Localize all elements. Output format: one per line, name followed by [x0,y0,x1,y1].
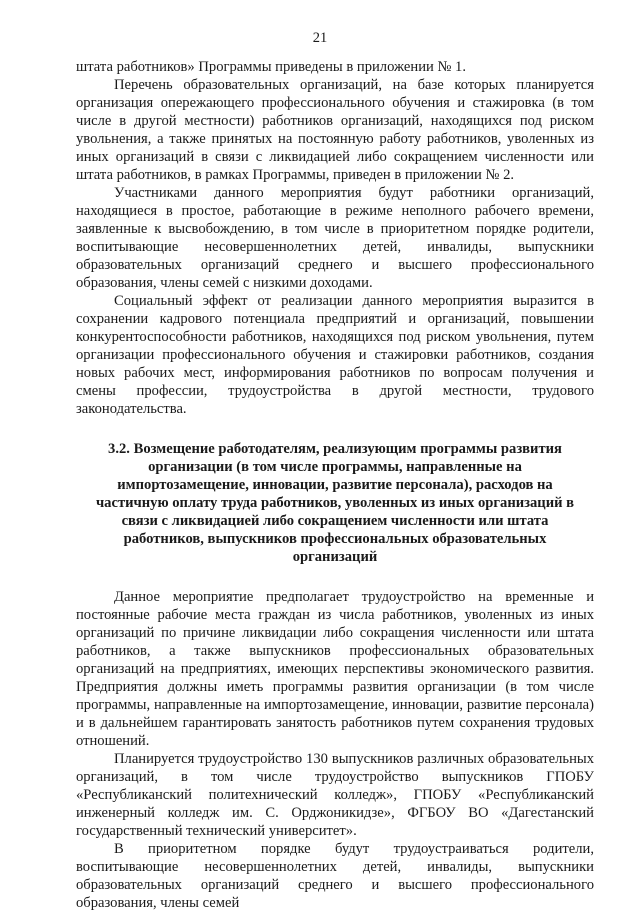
section-heading-3-2: 3.2. Возмещение работодателям, реализующим программы развития организации (в том числе программы, направленные на импортозамещение, инновации, развитие персонала), расходов на частичную оплату труда работников, уволенных из иных организаций в связи с ликвидацией либо сокращением численности или штата работников, выпускников профессиональных образовательных организаций [95,441,575,565]
paragraph-priority-order: В приоритетном порядке будут трудоустраиваться родители, воспитывающие несовершеннолетних детей, инвалиды, выпускники образовательных организаций среднего и высшего профессионального образования, члены семей [76,841,594,911]
paragraph-education-orgs: Перечень образовательных организаций, на базе которых планируется организация опережающего профессионального обучения и стажировка (в том числе в другой местности) работников организаций, находящихся под риском увольнения, а также принятых на постоянную работу работников, уволенных из иных организаций в связи с ликвидацией либо сокращением численности или штата работников, в рамках Программы, приведен в приложении № 2. [76,77,594,183]
paragraph-continuation: штата работников» Программы приведены в приложении № 1. [76,59,466,75]
paragraph-social-effect: Социальный эффект от реализации данного мероприятия выразится в сохранении кадрового потенциала предприятий и организаций, повышении конкурентоспособности работников, находящихся под риском увольнения, путем организации профессионального обучения и стажировки работников, создания новых рабочих мест, информирования работников по вопросам получения и смены профессии, трудоустройства в другой местности, трудового законодательства. [76,293,594,417]
paragraph-participants: Участниками данного мероприятия будут работники организаций, находящиеся в простое, работающие в режиме неполного рабочего времени, заявленные к высвобождению, в том числе в приоритетном порядке родители, воспитывающие несовершеннолетних детей, инвалиды, выпускники образовательных организаций среднего и высшего профессионального образования, члены семей с низкими доходами. [76,185,594,291]
page-number: 21 [312,30,328,46]
document-body [76,58,594,912]
paragraph-planned-employment: Планируется трудоустройство 130 выпускников различных образовательных организаций, в том числе трудоустройство выпускников ГПОБУ «Республиканский политехнический колледж», ГПОБУ «Республиканский инженерный колледж им. С. Орджоникидзе», ФГБОУ ВО «Дагестанский государственный технический университет». [76,751,594,839]
paragraph-measure-description: Данное мероприятие предполагает трудоустройство на временные и постоянные рабочие места граждан из числа работников, уволенных из иных организаций по причине ликвидации либо сокращения численности или штата работников, а также выпускников профессиональных образовательных организаций на предприятиях, имеющих перспективы экономического развития. Предприятия должны иметь программы развития организации (в том числе программы, направленные на импортозамещение, инновации, развитие персонала) и в дальнейшем гарантировать занятость работников путем сохранения трудовых отношений. [76,589,594,749]
